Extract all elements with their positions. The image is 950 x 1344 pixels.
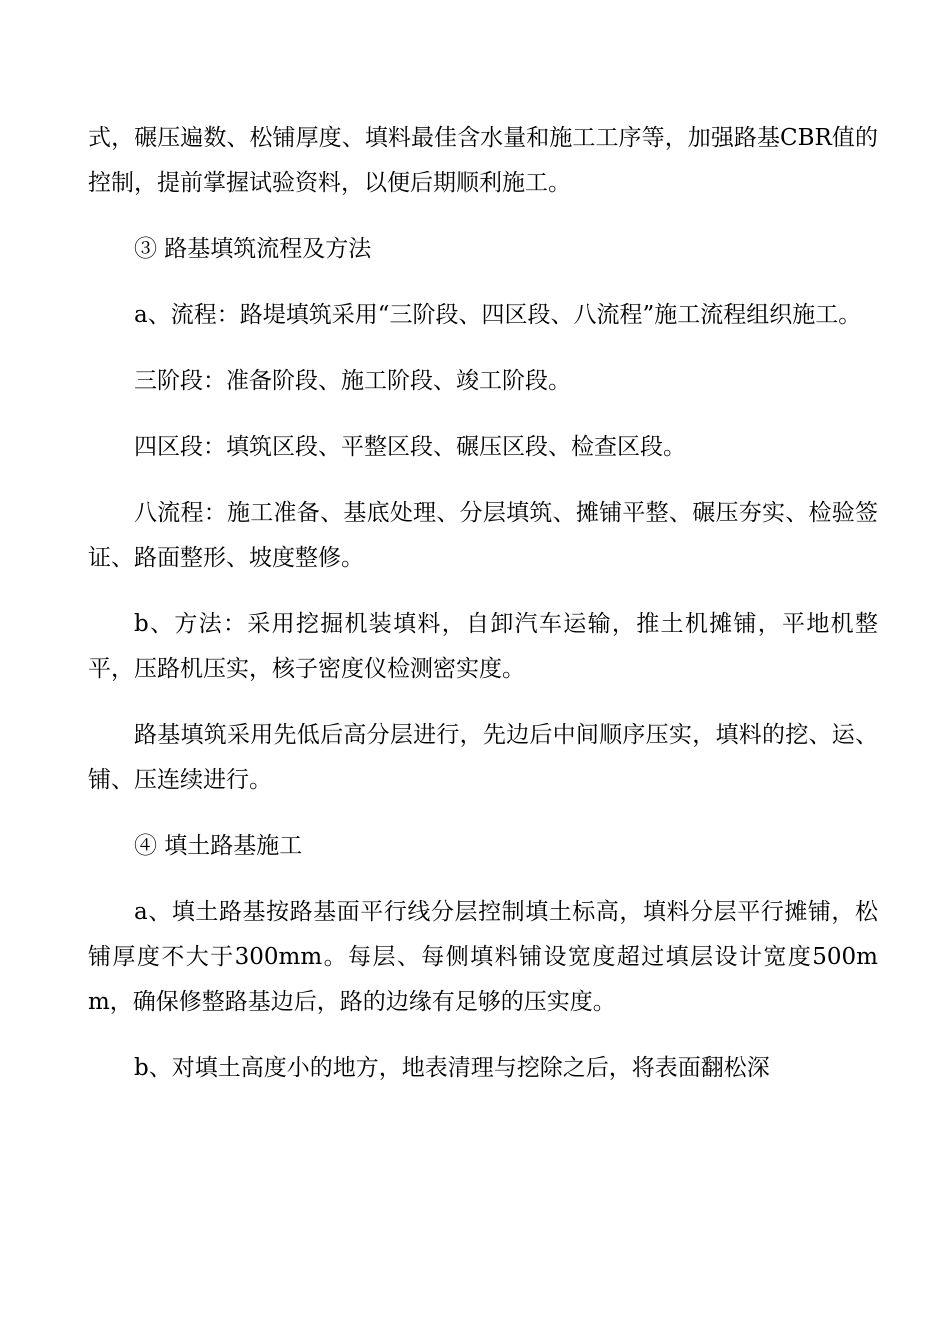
paragraph-low-fill-treatment: b、对填土高度小的地方，地表清理与挖除之后，将表面翻松深: [134, 1055, 770, 1081]
paragraph-method: b、方法：采用挖掘机装填料，自卸汽车运输，推土机摊铺，平地机整平，压路机压实，核子密度仪检测密实度。: [88, 611, 878, 682]
paragraph-continuation: 式，碾压遍数、松铺厚度、填料最佳含水量和施工工序等，加强路基CBR值的控制，提前掌握试验资料，以便后期顺利施工。: [88, 125, 878, 196]
paragraph-eight-processes: 八流程：施工准备、基底处理、分层填筑、摊铺平整、碾压夯实、检验签证、路面整形、坡度整修。: [88, 500, 878, 571]
document-page: [88, 116, 878, 1112]
paragraph-four-sections: 四区段：填筑区段、平整区段、碾压区段、检查区段。: [134, 434, 686, 460]
paragraph-three-stages: 三阶段：准备阶段、施工阶段、竣工阶段。: [134, 368, 571, 394]
paragraph-fill-layer-control: a、填土路基按路基面平行线分层控制填土标高，填料分层平行摊铺，松铺厚度不大于300mm。每层、每侧填料铺设宽度超过填层设计宽度500mm，确保修整路基边后，路的边缘有足够的压实度。: [88, 899, 878, 1015]
section-heading-fill-subgrade-construction: ④ 填土路基施工: [134, 833, 303, 859]
section-heading-subgrade-filling-process: ③ 路基填筑流程及方法: [134, 236, 372, 262]
paragraph-process: a、流程：路堤填筑采用“三阶段、四区段、八流程”施工流程组织施工。: [134, 302, 862, 328]
paragraph-layered-filling: 路基填筑采用先低后高分层进行，先边后中间顺序压实，填料的挖、运、铺、压连续进行。: [88, 722, 878, 793]
